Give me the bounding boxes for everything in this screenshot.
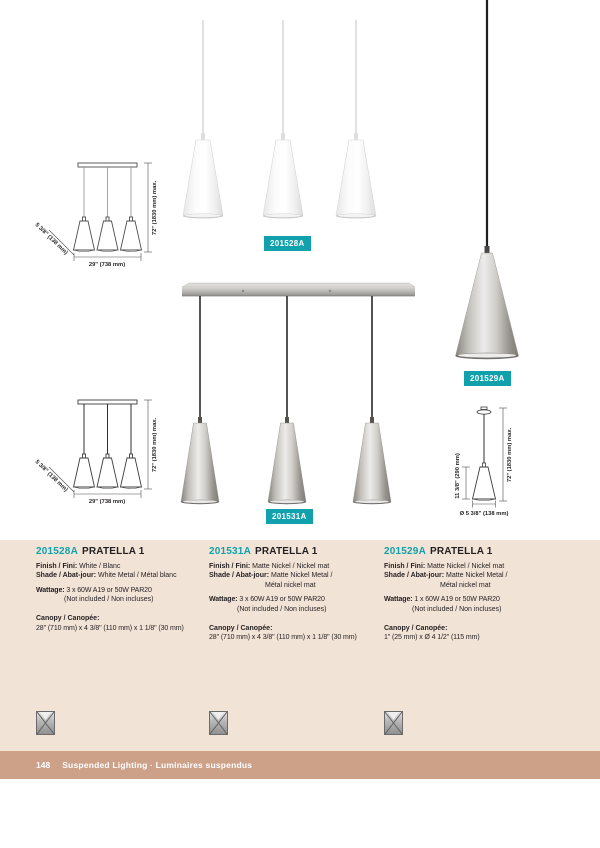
wattage-note: (Not included / Non incluses) bbox=[237, 605, 327, 613]
finish-line bbox=[384, 562, 556, 572]
wattage-line bbox=[209, 595, 381, 605]
spec-column-201528A bbox=[36, 547, 208, 633]
product-code: 201531A bbox=[209, 546, 251, 557]
finish-label: Finish / Fini: bbox=[209, 562, 251, 570]
dim-shade-diameter-label: Ø 5 3/8" (138 mm) bbox=[459, 511, 509, 517]
canopy-dims: 28" (710 mm) x 4 3/8" (110 mm) x 1 1/8" (30 mm) bbox=[36, 624, 184, 632]
shade-value: Matte Nickel Metal / bbox=[445, 572, 508, 580]
product-name: PRATELLA 1 bbox=[430, 546, 493, 557]
finish-line bbox=[209, 562, 381, 572]
product-title bbox=[209, 547, 381, 557]
shade-label: Shade / Abat-jour: bbox=[36, 572, 97, 580]
shade-line bbox=[384, 571, 556, 581]
canopy-thumbnail-2 bbox=[209, 711, 228, 735]
product-badge-201531A: 201531A bbox=[266, 509, 313, 524]
dim-width-label: 29" (738 mm) bbox=[88, 262, 126, 268]
wattage-label: Wattage: bbox=[36, 586, 65, 594]
dim-depth-label: 5 3/8" (138 mm) bbox=[33, 459, 69, 494]
canopy-dims: 1" (25 mm) x Ø 4 1/2" (115 mm) bbox=[384, 634, 480, 642]
finish-line bbox=[36, 562, 208, 572]
wattage-value: 3 x 60W A19 or 50W PAR20 bbox=[239, 596, 325, 604]
product-badge-201529A: 201529A bbox=[464, 371, 511, 386]
canopy-label: Canopy / Canopée: bbox=[209, 624, 273, 632]
product-code: 201529A bbox=[384, 546, 426, 557]
spec-column-201531A bbox=[209, 547, 381, 643]
dim-max-height-label: 72" (1830 mm) max. bbox=[152, 180, 158, 236]
canopy-thumbnail-1 bbox=[36, 711, 55, 735]
white-pendant-set-photo bbox=[173, 20, 418, 236]
finish-value: White / Blanc bbox=[79, 562, 121, 570]
canopy-label: Canopy / Canopée: bbox=[384, 624, 448, 632]
shade-line-2: Métal nickel mat bbox=[265, 581, 316, 589]
product-title bbox=[36, 547, 208, 557]
finish-value: Matte Nickel / Nickel mat bbox=[252, 562, 330, 570]
spec-column-201529A bbox=[384, 547, 556, 643]
product-badge-201528A: 201528A bbox=[264, 236, 311, 251]
wattage-value: 1 x 60W A19 or 50W PAR20 bbox=[414, 596, 500, 604]
finish-label: Finish / Fini: bbox=[384, 562, 426, 570]
triple-pendant-dimension-diagram-2 bbox=[26, 390, 178, 518]
dim-depth-label: 5 3/8" (138 mm) bbox=[33, 222, 69, 257]
nickel-single-pendant-photo bbox=[448, 0, 528, 366]
dim-max-height-label: 72" (1830 mm) max. bbox=[507, 427, 513, 483]
product-code: 201528A bbox=[36, 546, 78, 557]
footer-bar bbox=[0, 751, 600, 779]
product-title bbox=[384, 547, 556, 557]
triple-pendant-dimension-diagram-1 bbox=[26, 153, 178, 285]
dim-width-label: 29" (738 mm) bbox=[88, 499, 126, 505]
spacer bbox=[384, 615, 556, 624]
shade-line bbox=[209, 571, 381, 581]
wattage-line bbox=[36, 586, 208, 596]
spacer bbox=[209, 615, 381, 624]
wattage-value: 3 x 60W A19 or 50W PAR20 bbox=[66, 586, 152, 594]
shade-label: Shade / Abat-jour: bbox=[384, 572, 445, 580]
wattage-line bbox=[384, 595, 556, 605]
finish-label: Finish / Fini: bbox=[36, 562, 78, 570]
single-pendant-dimension-diagram bbox=[446, 400, 581, 525]
shade-line bbox=[36, 571, 208, 581]
page-number: 148 bbox=[36, 760, 51, 770]
product-name: PRATELLA 1 bbox=[82, 546, 145, 557]
wattage-note: (Not included / Non incluses) bbox=[412, 605, 502, 613]
product-name: PRATELLA 1 bbox=[255, 546, 318, 557]
wattage-label: Wattage: bbox=[209, 596, 238, 604]
shade-value: Matte Nickel Metal / bbox=[270, 572, 333, 580]
shade-value: White Metal / Métal blanc bbox=[97, 572, 177, 580]
spacer bbox=[36, 605, 208, 614]
dim-max-height-label: 72" (1830 mm) max. bbox=[152, 417, 158, 473]
shade-label: Shade / Abat-jour: bbox=[209, 572, 270, 580]
dim-shade-height-label: 11 3/8" (290 mm) bbox=[455, 453, 461, 499]
finish-value: Matte Nickel / Nickel mat bbox=[427, 562, 505, 570]
nickel-pendant-set-photo bbox=[173, 276, 423, 510]
shade-line-2: Métal nickel mat bbox=[440, 581, 491, 589]
footer-title: Suspended Lighting · Luminaires suspendus bbox=[62, 760, 253, 770]
canopy-dims: 28" (710 mm) x 4 3/8" (110 mm) x 1 1/8" (30 mm) bbox=[209, 634, 357, 642]
wattage-note: (Not included / Non incluses) bbox=[64, 596, 154, 604]
wattage-label: Wattage: bbox=[384, 596, 413, 604]
canopy-thumbnail-3 bbox=[384, 711, 403, 735]
canopy-label: Canopy / Canopée: bbox=[36, 614, 100, 622]
